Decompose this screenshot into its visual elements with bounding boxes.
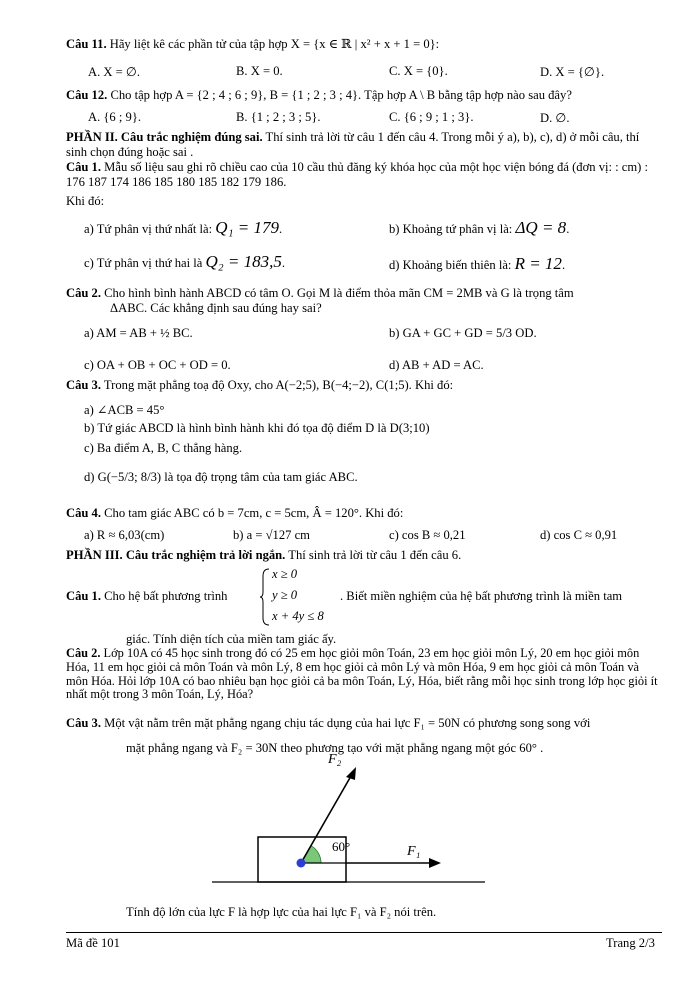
- question-text: Cho hệ bất phương trình: [104, 589, 228, 603]
- question-text: Cho tam giác ABC có b = 7cm, c = 5cm, Â = 120°. Khi đó:: [104, 506, 404, 520]
- question-text: Trong mặt phẳng toạ độ Oxy, cho A(−2;5), B(−4;−2), C(1;5). Khi đó:: [103, 378, 454, 392]
- p2c4-b[interactable]: b) a = √127 cm: [233, 528, 310, 542]
- question-label: Câu 2.: [66, 286, 101, 300]
- part-3-header: [66, 548, 461, 563]
- p2c2-d[interactable]: d) AB + AD = AC.: [389, 358, 484, 372]
- p2c2-a[interactable]: a) AM = AB + ½ BC.: [84, 326, 193, 340]
- p2c1-c[interactable]: c) Tứ phân vị thứ hai là Q₂ = 183,5.: [84, 252, 286, 271]
- part-2-header: [66, 130, 662, 159]
- p2c4-c[interactable]: c) cos B ≈ 0,21: [389, 528, 466, 542]
- part-2-title: PHẦN II. Câu trắc nghiệm đúng sai.: [66, 130, 263, 144]
- question-label: Câu 12.: [66, 88, 108, 102]
- exam-code: Mã đề 101: [66, 936, 120, 950]
- p2c1-b[interactable]: b) Khoảng tứ phân vị là: ΔQ = 8.: [389, 218, 570, 237]
- question-label: Câu 4.: [66, 506, 101, 520]
- question-text: Lớp 10A có 45 học sinh trong đó có 25 em học giỏi môn Toán, 23 em học giỏi môn Lý, 20 em học giỏi môn Hóa, 11 em học giỏi cả môn Toán và môn Lý, 8 em học giỏi cả môn Lý và môn Hóa, 9 em học giỏi cả môn Toán và môn Hóa. Hỏi lớp 10A có bao nhiêu bạn học giỏi cả ba môn Toán, Lý, Hóa, biết rằng mỗi học sinh trong lớp học giỏi ít nhất một trong 3 môn Toán, Lý, Hóa?: [66, 646, 658, 702]
- delta-q-value: ΔQ = 8: [515, 218, 567, 237]
- question-text-cont: ΔABC. Các khẳng định sau đúng hay sai?: [110, 301, 322, 315]
- question-label: Câu 3.: [66, 378, 101, 392]
- question-text-after: . Biết miền nghiệm của hệ bất phương trình là miền tam: [340, 589, 623, 603]
- question-label: Câu 2.: [66, 646, 101, 660]
- p2c1-d[interactable]: d) Khoảng biến thiên là: R = 12.: [389, 254, 566, 273]
- q2-value: Q₂ = 183,5: [205, 252, 282, 271]
- p2c2-b[interactable]: b) GA + GC + GD = 5/3 OD.: [389, 326, 537, 340]
- p2c1-a[interactable]: a) Tứ phân vị thứ nhất là: Q₁ = 179.: [84, 218, 283, 237]
- question-text: Cho hình bình hành ABCD có tâm O. Gọi M là điểm thỏa mãn CM = 2MB và G là trọng tâm: [104, 286, 574, 300]
- option-d[interactable]: D. ∅.: [540, 111, 570, 125]
- f1-arrowhead: [429, 858, 441, 868]
- question-label: Câu 11.: [66, 37, 107, 51]
- option-d[interactable]: D. X = {∅}.: [540, 65, 605, 79]
- p2c2-c[interactable]: c) OA + OB + OC + OD = 0.: [84, 358, 231, 372]
- question-text: Hãy liệt kê các phần tử của tập hợp X = {x ∈ ℝ | x² + x + 1 = 0}:: [109, 37, 440, 51]
- question-label: Câu 1.: [66, 589, 101, 603]
- p2-question-4: [66, 506, 403, 521]
- p3c3-question: Tính độ lớn của lực F là hợp lực của hai lực F₁ và F₂ nói trên.: [126, 905, 437, 919]
- p2c3-d[interactable]: d) G(−5/3; 8/3) là tọa độ trọng tâm của tam giác ABC.: [84, 470, 358, 484]
- application-point: [297, 859, 306, 868]
- p2c3-b[interactable]: b) Tứ giác ABCD là hình bình hành khi đó tọa độ điểm D là D(3;10): [84, 421, 430, 435]
- part-3-instruction: Thí sinh trả lời từ câu 1 đến câu 6.: [288, 548, 462, 562]
- system-line-2: y ≥ 0: [272, 588, 298, 602]
- option-c[interactable]: C. X = {0}.: [389, 64, 448, 78]
- page-number: Trang 2/3: [606, 936, 655, 950]
- system-line-1: x ≥ 0: [272, 567, 298, 581]
- question-text-cont: giác. Tính diện tích của miền tam giác ấy.: [126, 632, 337, 646]
- p2c3-a[interactable]: a) ∠ACB = 45°: [84, 403, 165, 417]
- question-12: [66, 88, 572, 103]
- force-diagram: [200, 745, 500, 895]
- p2c3-c[interactable]: c) Ba điểm A, B, C thẳng hàng.: [84, 441, 243, 455]
- option-c[interactable]: C. {6 ; 9 ; 1 ; 3}.: [389, 110, 474, 124]
- p2c4-a[interactable]: a) R ≈ 6,03(cm): [84, 528, 165, 542]
- footer-divider: [66, 932, 662, 933]
- part-2-instruction: Thí sinh trả lời từ câu 1 đến câu 4. Trong mỗi ý a), b), c), d) ở mỗi câu, thí sinh chọn đúng hoặc sai .: [66, 130, 640, 159]
- p2-question-1: [66, 160, 662, 189]
- q1-value: Q₁ = 179: [215, 218, 279, 237]
- question-text-cont: mặt phẳng ngang và F₂ = 30N theo phương tạo với mặt phẳng ngang một góc 60° .: [126, 741, 544, 755]
- system-brace: [259, 568, 271, 626]
- p3-question-2: [66, 647, 662, 702]
- option-b[interactable]: B. X = 0.: [236, 64, 283, 78]
- question-text: Mẫu số liệu sau ghi rõ chiều cao của 10 cầu thủ đăng ký khóa học của một học viện bóng đá (đơn vị: : cm) : 176 187 174 186 185 180 185 182 179 186.: [66, 160, 649, 189]
- question-11: [66, 36, 439, 52]
- option-b[interactable]: B. {1 ; 2 ; 3 ; 5}.: [236, 110, 321, 124]
- part-3-title: PHẦN III. Câu trắc nghiệm trả lời ngắn.: [66, 548, 286, 562]
- question-label: Câu 3.: [66, 716, 101, 730]
- question-text: Cho tập hợp A = {2 ; 4 ; 6 ; 9}, B = {1 ; 2 ; 3 ; 4}. Tập hợp A \ B bằng tập hợp nào sau đây?: [110, 88, 572, 102]
- f2-label: F₂: [328, 752, 342, 767]
- p3-question-1: [66, 589, 227, 604]
- khi-do: Khi đó:: [66, 194, 105, 208]
- option-a[interactable]: A. X = ∅.: [88, 65, 141, 79]
- p2-question-3: [66, 378, 453, 393]
- angle-label: 60°: [332, 839, 351, 854]
- f1-label: F₁: [407, 844, 421, 859]
- range-value: R = 12: [514, 254, 562, 273]
- system-line-3: x + 4y ≤ 8: [272, 609, 324, 623]
- p3-question-3: [66, 716, 590, 731]
- question-text: Một vật nằm trên mặt phẳng ngang chịu tác dụng của hai lực F₁ = 50N có phương song song với: [104, 716, 591, 730]
- p2c4-d[interactable]: d) cos C ≈ 0,91: [540, 528, 618, 542]
- f2-arrowhead: [346, 767, 356, 780]
- question-label: Câu 1.: [66, 160, 101, 174]
- p2-question-2: [66, 286, 574, 301]
- option-a[interactable]: A. {6 ; 9}.: [88, 110, 142, 124]
